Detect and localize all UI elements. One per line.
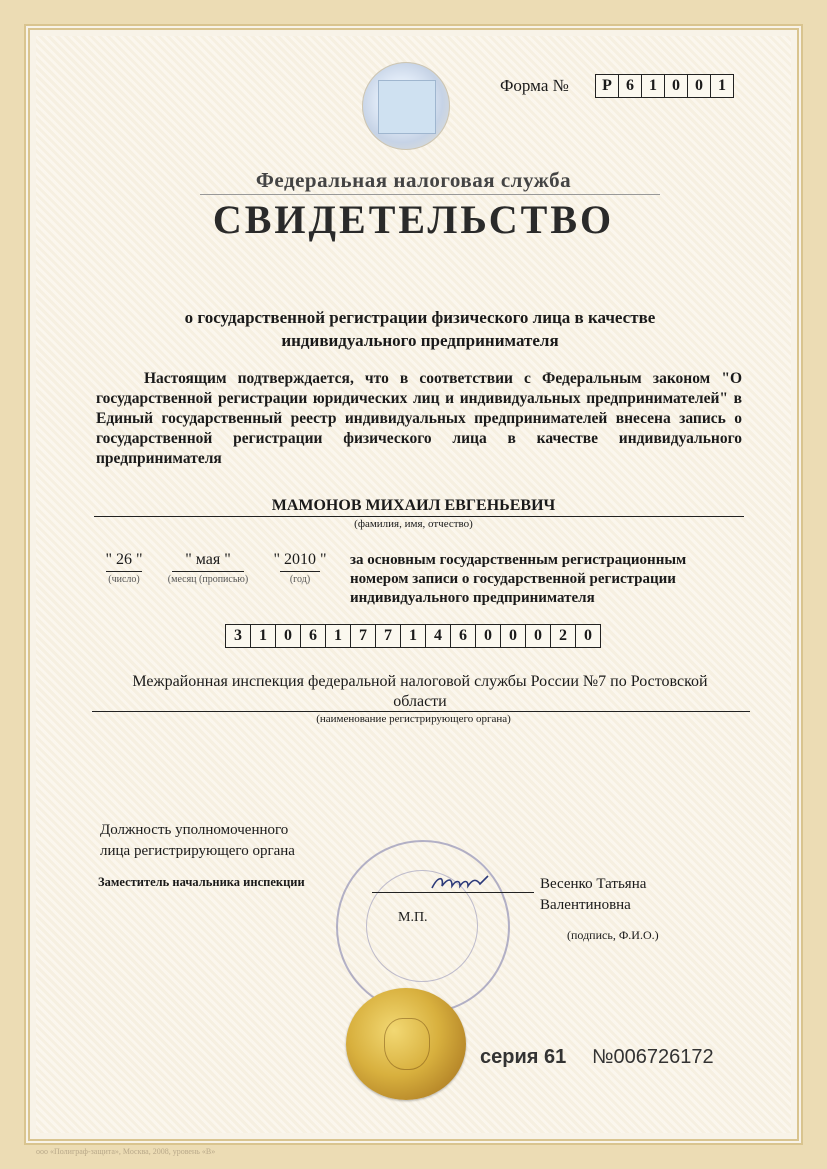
ogrn-digit: 3 <box>225 624 251 648</box>
form-code-cell: 1 <box>710 74 734 98</box>
ogrn-digit: 7 <box>375 624 401 648</box>
subtitle-line: о государственной регистрации физического лица в качестве <box>184 308 656 327</box>
signatory-name <box>540 874 646 916</box>
agency-name: Федеральная налоговая служба <box>255 168 572 192</box>
ogrn-digit: 0 <box>575 624 601 648</box>
printer-imprint: ооо «Полиграф-защита», Москва, 2008, уровень «В» <box>36 1147 216 1156</box>
name-underline <box>94 516 744 517</box>
signature-icon <box>430 872 494 894</box>
signatory-name-line: Валентиновна <box>540 897 631 913</box>
eagle-emblem-icon <box>378 80 436 134</box>
ogrn-digit: 7 <box>350 624 376 648</box>
gold-seal-icon <box>346 988 466 1100</box>
form-code-cell: 1 <box>641 74 665 98</box>
year-caption: (год) <box>289 574 311 585</box>
document-subtitle <box>120 306 720 352</box>
signatory-position: Заместитель начальника инспекции <box>98 875 305 889</box>
ogrn-digit: 6 <box>300 624 326 648</box>
form-code-cell: 6 <box>618 74 642 98</box>
ogrn-digit: 1 <box>400 624 426 648</box>
form-code <box>596 74 734 98</box>
body-paragraph: Настоящим подтверждается, что в соответствии с Федеральным законом "О государственной регистрации юридических лиц и индивидуальных предпринимателей" в Единый государственный реестр индивидуальных предпринимателей внесена запись о государственной регистрации физического лица в качестве индивидуального предпринимателя <box>96 370 742 467</box>
signature-caption: (подпись, Ф.И.О.) <box>567 928 659 942</box>
form-code-cell: 0 <box>664 74 688 98</box>
ogrn-digit: 0 <box>475 624 501 648</box>
ogrn-digit: 1 <box>325 624 351 648</box>
position-label-line: Должность уполномоченного <box>100 822 289 838</box>
ogrn-digit: 0 <box>275 624 301 648</box>
official-stamp-icon <box>336 840 510 1014</box>
ogrn-digit: 6 <box>450 624 476 648</box>
signatory-name-line: Весенко Татьяна <box>540 876 647 892</box>
ogrn-digit: 1 <box>250 624 276 648</box>
certificate-number: №006726172 <box>592 1046 714 1068</box>
date-day: " 26 " <box>105 551 143 568</box>
position-label-line: лица регистрирующего органа <box>100 843 295 859</box>
eagle-emblem-icon <box>384 1018 430 1070</box>
day-underline <box>106 571 142 572</box>
subtitle-line: индивидуального предпринимателя <box>281 331 559 350</box>
form-code-cell: 0 <box>687 74 711 98</box>
divider <box>200 194 660 195</box>
date-year: " 2010 " <box>273 551 327 568</box>
hologram-emblem-icon <box>362 62 450 150</box>
date-month: " мая " <box>185 551 231 568</box>
ogrn-digit: 0 <box>525 624 551 648</box>
series-label: серия 61 <box>480 1046 567 1068</box>
form-label: Форма № <box>500 76 569 95</box>
ogrn-digit: 0 <box>500 624 526 648</box>
year-underline <box>280 571 320 572</box>
name-caption: (фамилия, имя, отчество) <box>354 518 473 530</box>
person-name: МАМОНОВ МИХАИЛ ЕВГЕНЬЕВИЧ <box>271 497 556 514</box>
document-title: СВИДЕТЕЛЬСТВО <box>212 197 615 242</box>
signatory-position-label <box>100 820 295 862</box>
registering-authority: Межрайонная инспекция федеральной налоговой службы России №7 по Ростовской области <box>132 673 708 710</box>
registration-text: за основным государственным регистрационным номером записи о государственной регистрации индивидуального предпринимателя <box>350 552 687 606</box>
ogrn-digit: 4 <box>425 624 451 648</box>
seal-place-label: М.П. <box>398 910 428 925</box>
authority-underline <box>92 711 750 712</box>
month-underline <box>172 571 244 572</box>
form-code-cell: Р <box>595 74 619 98</box>
day-caption: (число) <box>108 574 140 585</box>
month-caption: (месяц (прописью) <box>167 574 249 585</box>
ogrn-digit: 2 <box>550 624 576 648</box>
ogrn-number <box>226 624 601 648</box>
authority-caption: (наименование регистрирующего органа) <box>316 713 511 725</box>
